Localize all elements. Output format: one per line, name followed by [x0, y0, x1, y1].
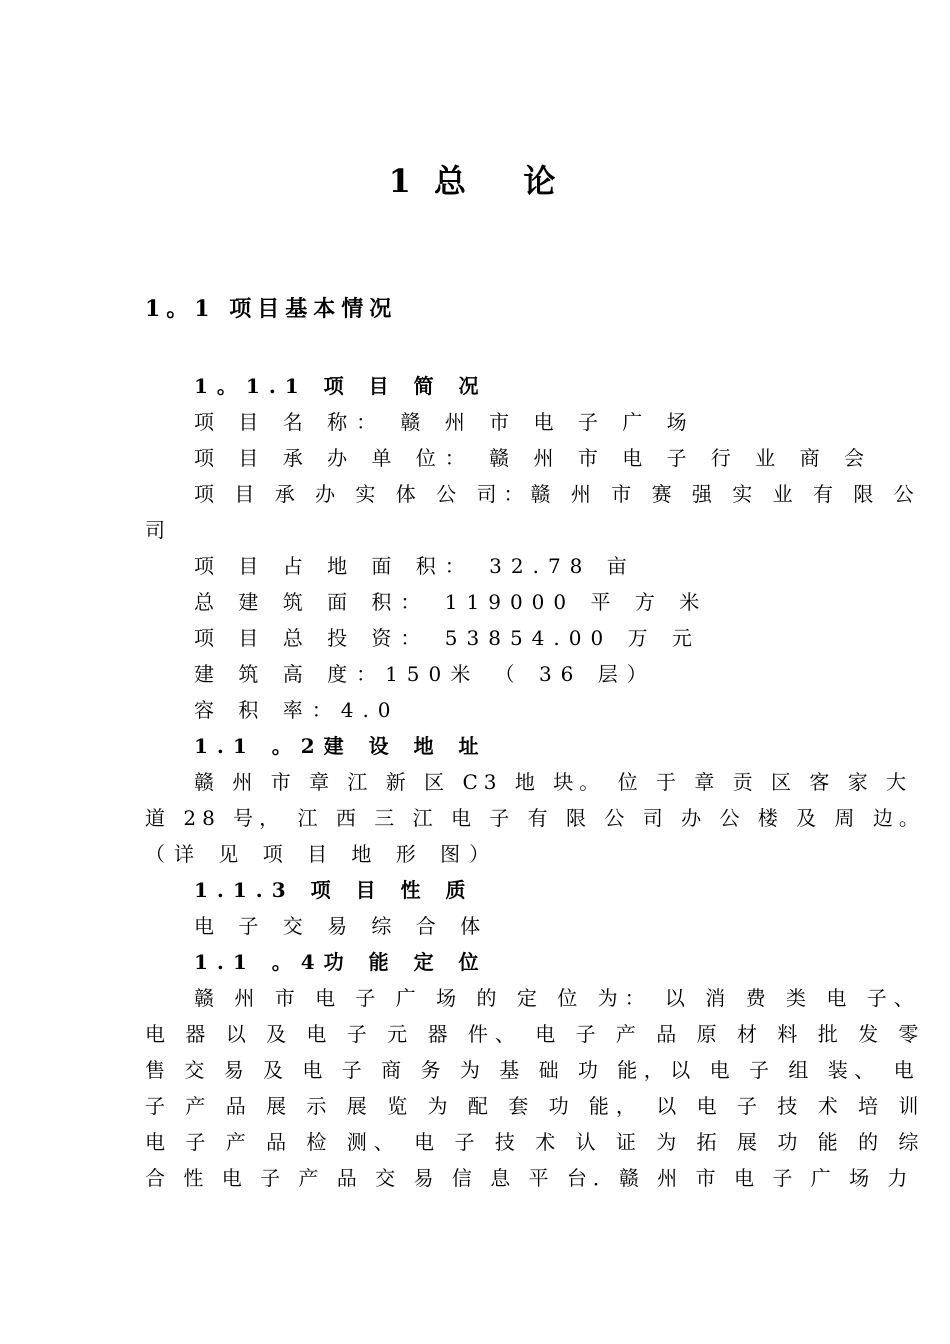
body-line: 子 产 品 展 示 展 览 为 配 套 功 能， 以 电 子 技 术 培 训 [145, 1094, 926, 1118]
body-line: 电 器 以 及 电 子 元 器 件、 电 子 产 品 原 材 料 批 发 零 [145, 1022, 926, 1046]
body-line: 总 建 筑 面 积： 119000 平 方 米 [194, 590, 709, 614]
chapter-title: 1 总 论 [388, 162, 562, 200]
body-line: 电 子 产 品 检 测、 电 子 技 术 认 证 为 拓 展 功 能 的 综 [145, 1130, 926, 1154]
body-line: 赣 州 市 章 江 新 区 C3 地 块。 位 于 章 贡 区 客 家 大 [194, 770, 913, 794]
body-line: 司 [145, 518, 174, 542]
body-line: 项 目 名 称： 赣 州 市 电 子 广 场 [194, 410, 696, 434]
body-line: （详 见 项 目 地 形 图） [145, 842, 499, 866]
section-heading: 1。1 项目基本情况 [145, 296, 398, 322]
body-line: 项 目 承 办 实 体 公 司：赣 州 市 赛 强 实 业 有 限 公 [194, 482, 921, 506]
body-line: 合 性 电 子 产 品 交 易 信 息 平 台．赣 州 市 电 子 广 场 力 [145, 1166, 914, 1190]
body-line: 项 目 总 投 资： 53854.00 万 元 [194, 626, 701, 650]
body-line: 项 目 占 地 面 积： 32.78 亩 [194, 554, 636, 578]
body-line: 赣 州 市 电 子 广 场 的 定 位 为： 以 消 费 类 电 子、 [194, 986, 921, 1010]
body-line: 道 28 号， 江 西 三 江 电 子 有 限 公 司 办 公 楼 及 周 边。 [145, 806, 925, 830]
subsection-heading: 1.1.3 项 目 性 质 [194, 878, 475, 902]
body-line: 容 积 率：4.0 [194, 698, 400, 722]
subsection-heading: 1.1 。2建 设 地 址 [194, 734, 488, 758]
body-line: 建 筑 高 度：150米 （ 36 层） [194, 662, 656, 686]
subsection-heading: 1。1.1 项 目 简 况 [194, 374, 488, 398]
subsection-heading: 1.1 。4功 能 定 位 [194, 950, 488, 974]
body-line: 电 子 交 易 综 合 体 [194, 914, 490, 938]
body-line: 售 交 易 及 电 子 商 务 为 基 础 功 能，以 电 子 组 装、 电 [145, 1058, 921, 1082]
body-line: 项 目 承 办 单 位： 赣 州 市 电 子 行 业 商 会 [194, 446, 874, 470]
